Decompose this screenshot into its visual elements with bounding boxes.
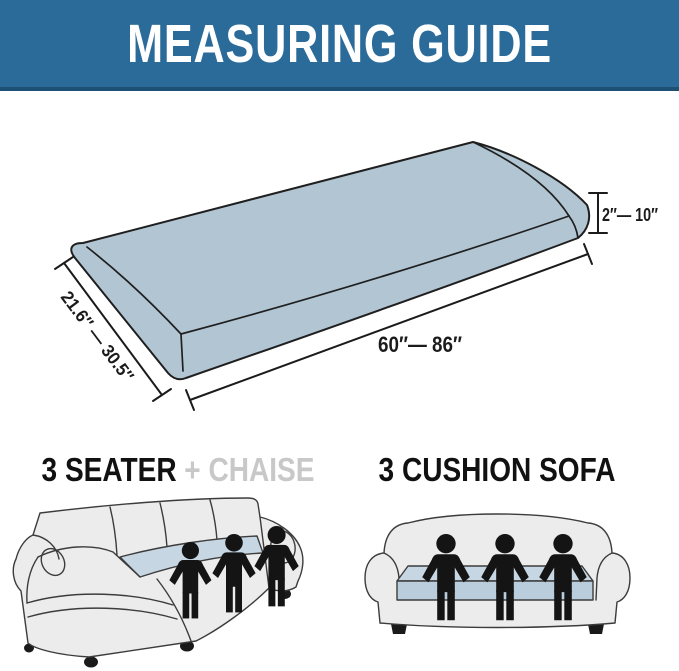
label-3-cushion-sofa: 3 CUSHION SOFA bbox=[378, 450, 616, 488]
label-plus-chaise: + CHAISE bbox=[184, 450, 315, 488]
depth-dim-tick-top bbox=[55, 257, 73, 269]
label-3-seater: 3 SEATER bbox=[41, 450, 177, 488]
three-cushion-sofa-illustration bbox=[362, 498, 647, 648]
width-dimension-label: 60″— 86″ bbox=[378, 332, 463, 357]
sectional-body bbox=[13, 498, 303, 657]
page-title: MEASURING GUIDE bbox=[127, 13, 552, 74]
cushion-outline bbox=[71, 142, 589, 379]
label-3-seater-chaise bbox=[42, 448, 314, 490]
depth-dim-tick-bottom bbox=[153, 389, 171, 401]
depth-dimension-label: 21.6″ — 30.5″ bbox=[56, 287, 143, 392]
cushion-illustration bbox=[71, 142, 589, 379]
sectional-sofa-illustration bbox=[5, 495, 345, 670]
height-dimension-label: 2″— 10″ bbox=[602, 205, 659, 225]
